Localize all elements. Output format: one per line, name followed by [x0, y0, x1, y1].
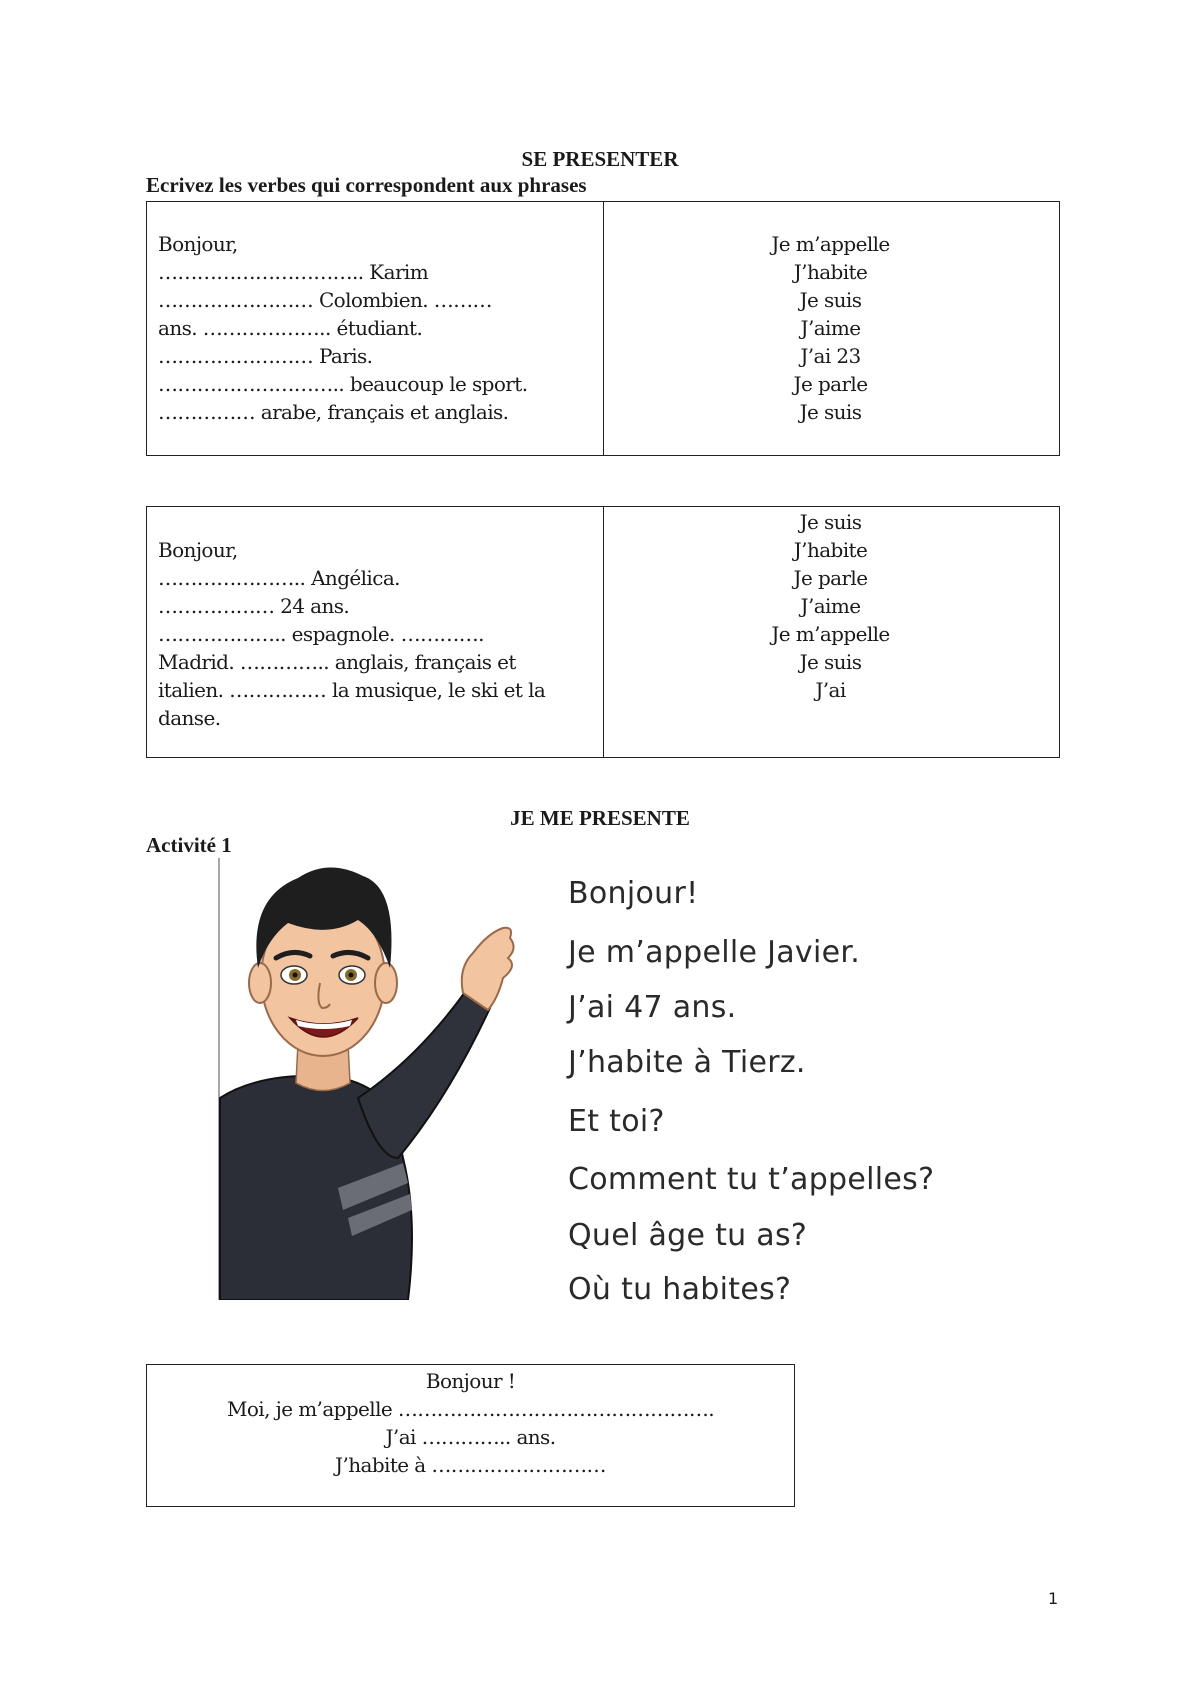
table1-line: Bonjour, — [158, 232, 238, 256]
activity-label: Activité 1 — [146, 833, 232, 857]
waving-man-avatar-icon — [218, 858, 518, 1300]
table2-line: ……………….. espagnole. …………. — [158, 622, 484, 646]
table1-line: …………… arabe, français et anglais. — [158, 400, 509, 424]
verb-item: Je parle — [793, 566, 868, 590]
table1-line: ans. ……………….. étudiant. — [158, 316, 423, 340]
speech-line: Quel âge tu as? — [568, 1218, 808, 1253]
section-title-se-presenter: SE PRESENTER — [521, 147, 679, 171]
section-title-je-me-presente: JE ME PRESENTE — [510, 806, 690, 830]
instruction-text: Ecrivez les verbes qui correspondent aux phrases — [146, 173, 587, 197]
speech-line: Comment tu t’appelles? — [568, 1162, 935, 1197]
table2-line: Bonjour, — [158, 538, 238, 562]
table1-left-cell — [147, 202, 604, 455]
page-number: 1 — [1048, 1589, 1059, 1608]
speech-line: Où tu habites? — [568, 1272, 792, 1307]
table2-line: danse. — [158, 706, 221, 730]
verb-item: J’aime — [800, 316, 861, 340]
verb-item: J’ai 23 — [800, 344, 861, 368]
table2-line: italien. …………… la musique, le ski et la — [158, 678, 546, 702]
verb-item: Je m’appelle — [771, 232, 890, 256]
verb-item: J’aime — [800, 594, 861, 618]
verb-item: J’ai — [815, 678, 846, 702]
verb-item: J’habite — [793, 260, 868, 284]
table2-left-cell — [147, 507, 604, 757]
speech-line: J’ai 47 ans. — [568, 990, 737, 1025]
form-lines — [147, 1367, 794, 1479]
table1-line: ………………………….. Karim — [158, 260, 429, 284]
speech-line: Bonjour! — [568, 876, 699, 911]
table2-line: ……………… 24 ans. — [158, 594, 350, 618]
verb-item: Je suis — [799, 400, 862, 424]
table1-text — [158, 230, 594, 426]
speech-line: Et toi? — [568, 1104, 665, 1139]
verb-item: Je suis — [799, 650, 862, 674]
table2-line: Madrid. ………….. anglais, français et — [158, 650, 516, 674]
table2-text — [158, 536, 594, 732]
speech-line: J’habite à Tierz. — [568, 1045, 806, 1080]
table1-verb-list — [602, 230, 1059, 426]
exercise-table-1 — [146, 201, 1060, 456]
self-introduction-form — [146, 1364, 795, 1507]
table2-line: ………………….. Angélica. — [158, 566, 400, 590]
speech-line: Je m’appelle Javier. — [568, 935, 861, 970]
verb-item: Je suis — [799, 288, 862, 312]
table1-line: …………………… Colombien. ……… — [158, 288, 492, 312]
verb-item: Je m’appelle — [771, 622, 890, 646]
form-line[interactable]: J’ai ………….. ans. — [385, 1425, 556, 1449]
exercise-table-2 — [146, 506, 1060, 758]
verb-item: J’habite — [793, 538, 868, 562]
form-line: Bonjour ! — [425, 1369, 516, 1393]
table1-line: …………………… Paris. — [158, 344, 373, 368]
table1-line: ……………………….. beaucoup le sport. — [158, 372, 528, 396]
form-line[interactable]: J’habite à ……………………… — [335, 1453, 606, 1477]
verb-item: Je parle — [793, 372, 868, 396]
verb-item: Je suis — [799, 510, 862, 534]
table2-verb-list — [602, 508, 1059, 704]
table1-right-cell — [602, 202, 1059, 455]
table2-right-cell — [602, 507, 1059, 757]
form-line[interactable]: Moi, je m’appelle …………………………………………. — [226, 1397, 715, 1421]
